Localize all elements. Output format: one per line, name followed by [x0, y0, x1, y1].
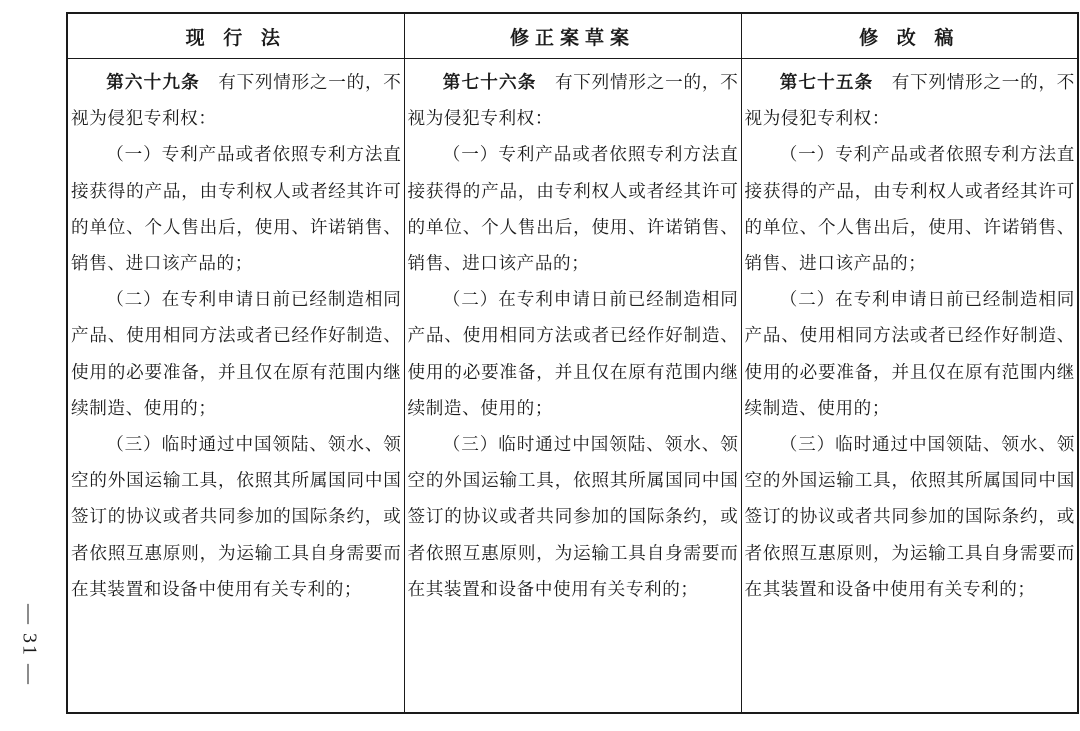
article-intro — [408, 65, 739, 137]
current-law-cell — [67, 59, 404, 714]
article-lead: 有下列情形之一的，不视为侵犯专利权： — [71, 73, 402, 130]
article-number: 第七十六条 — [442, 73, 537, 93]
content-row — [67, 59, 1078, 714]
article-intro — [71, 65, 402, 137]
article-number: 第六十九条 — [106, 73, 200, 93]
article-intro — [745, 65, 1076, 137]
article-item: （二）在专利申请日前已经制造相同产品、使用相同方法或者已经作好制造、使用的必要准备，并且仅在原有范围内继续制造、使用的； — [744, 290, 1075, 419]
header-row — [67, 13, 1078, 59]
revised-draft-cell — [741, 59, 1078, 714]
article-item: （二）在专利申请日前已经制造相同产品、使用相同方法或者已经作好制造、使用的必要准备，并且仅在原有范围内继续制造、使用的； — [407, 290, 739, 419]
article-item: （一）专利产品或者依照专利方法直接获得的产品，由专利权人或者经其许可的单位、个人售出后，使用、许诺销售、销售、进口该产品的； — [744, 145, 1075, 275]
header-current-law: 现 行 法 — [67, 13, 404, 59]
page-number: — 31 — — [18, 604, 41, 686]
article-item: （三）临时通过中国领陆、领水、领空的外国运输工具，依照其所属国同中国签订的协议或者共同参加的国际条约，或者依照互惠原则，为运输工具自身需要而在其装置和设备中使用有关专利的； — [744, 435, 1075, 600]
header-amendment-draft: 修正案草案 — [404, 13, 741, 59]
article-item: （一）专利产品或者依照专利方法直接获得的产品，由专利权人或者经其许可的单位、个人售出后，使用、许诺销售、销售、进口该产品的； — [407, 145, 739, 275]
article-item: （二）在专利申请日前已经制造相同产品、使用相同方法或者已经作好制造、使用的必要准备，并且仅在原有范围内继续制造、使用的； — [71, 290, 402, 419]
amendment-draft-cell — [404, 59, 741, 714]
article-item: （三）临时通过中国领陆、领水、领空的外国运输工具，依照其所属国同中国签订的协议或者共同参加的国际条约，或者依照互惠原则，为运输工具自身需要而在其装置和设备中使用有关专利的； — [407, 435, 739, 600]
comparison-table — [66, 12, 1079, 714]
article-lead: 有下列情形之一的，不视为侵犯专利权： — [407, 73, 739, 130]
article-number: 第七十五条 — [779, 73, 874, 93]
article-item: （三）临时通过中国领陆、领水、领空的外国运输工具，依照其所属国同中国签订的协议或者共同参加的国际条约，或者依照互惠原则，为运输工具自身需要而在其装置和设备中使用有关专利的； — [71, 435, 402, 600]
article-lead: 有下列情形之一的，不视为侵犯专利权： — [744, 73, 1075, 130]
article-item: （一）专利产品或者依照专利方法直接获得的产品，由专利权人或者经其许可的单位、个人售出后，使用、许诺销售、销售、进口该产品的； — [71, 145, 402, 275]
header-revised-draft: 修 改 稿 — [741, 13, 1078, 59]
